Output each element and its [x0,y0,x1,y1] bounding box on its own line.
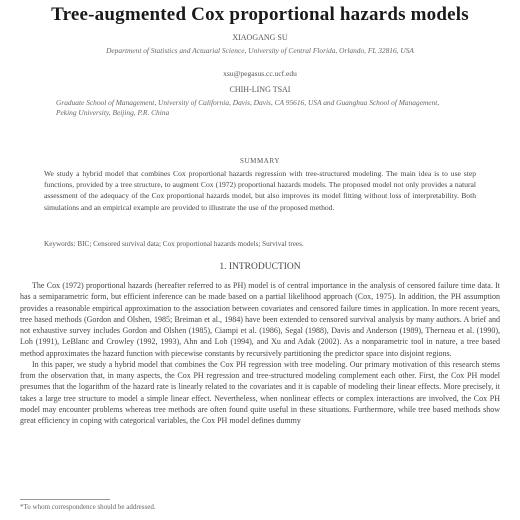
author-affiliation: Graduate School of Management, University of California, Davis, Davis, CA 95616, USA and Guanghua School of Management, Peking University, Beijing, P.R. China [56,98,440,117]
section-heading: 1. INTRODUCTION [219,262,301,272]
body-text [20,280,500,426]
footnote: *To whom correspondence should be addressed. [20,503,156,511]
author-affiliation: Department of Statistics and Actuarial Science, University of Central Florida, Orlando, FL 32816, USA [106,46,414,55]
paragraph: The Cox (1972) proportional hazards (hereafter referred to as PH) model is of central importance in the analysis of censored failure time data. It has a semiparametric form, but efficient inference can be made based on a partial likelihood approach (Cox, 1975). In addition, the PH assumption provides a reasonable empirical approximation to the association between covariates and censored failure times in application. In more recent years, tree based methods (Gordon and Olshen, 1985; Breiman et al., 1984) have been extended to censored survival analysis by many authors. A brief and not exhaustive survey includes Gordon and Olshen (1985), Ciampi et al. (1986), Segal (1988), Davis and Anderson (1989), Therneau et al. (1990), Loh (1991), LeBlanc and Crowley (1992, 1993), Ahn and Loh (1994), and Xu and Adak (2002). As a nonparametric tool in nature, a tree based method approximates the hazard function with piecewise constants by recursively partitioning the predictor space into disjoint regions. [20,281,500,358]
summary-heading: SUMMARY [240,157,280,165]
abstract: We study a hybrid model that combines Cox proportional hazards regression with tree-structured modeling. The main idea is to use step functions, provided by a tree structure, to augment Cox (1972) proportional hazards models. The proposed model not only provides a natural assessment of the adequacy of the Cox proportional hazards model, but also improves its model fitting without loss of interpretability. Both simulations and an empirical example are provided to illustrate the use of the proposed method. [44,169,476,212]
author-name: XIAOGANG SU [232,33,288,42]
paragraph: In this paper, we study a hybrid model that combines the Cox PH regression with tree modeling. Our primary motivation of this research stems from the observation that, in many aspects, the Cox PH regression and tree-structured modeling complement each other. First, the Cox PH model presumes that the logarithm of the hazard rate is linearly related to the covariates and it is capable of modeling their linear effects. More precisely, it takes a large tree structure to model a simple linear effect. Nevertheless, when nonlinear effects or complex interactions are involved, the Cox PH model may encounter problems whereas tree methods are often found quite useful in these situations. Furthermore, while tree based methods show great efficiency in coping with categorical variables, the Cox PH model defines dummy [20,359,500,425]
paper-title: Tree-augmented Cox proportional hazards models [51,4,469,25]
footnote-divider [20,499,110,500]
author-name: CHIH-LING TSAI [229,85,291,94]
author-email: xsu@pegasus.cc.ucf.edu [223,69,297,78]
keywords: Keywords: BIC; Censored survival data; Cox proportional hazards models; Survival trees. [44,240,304,248]
